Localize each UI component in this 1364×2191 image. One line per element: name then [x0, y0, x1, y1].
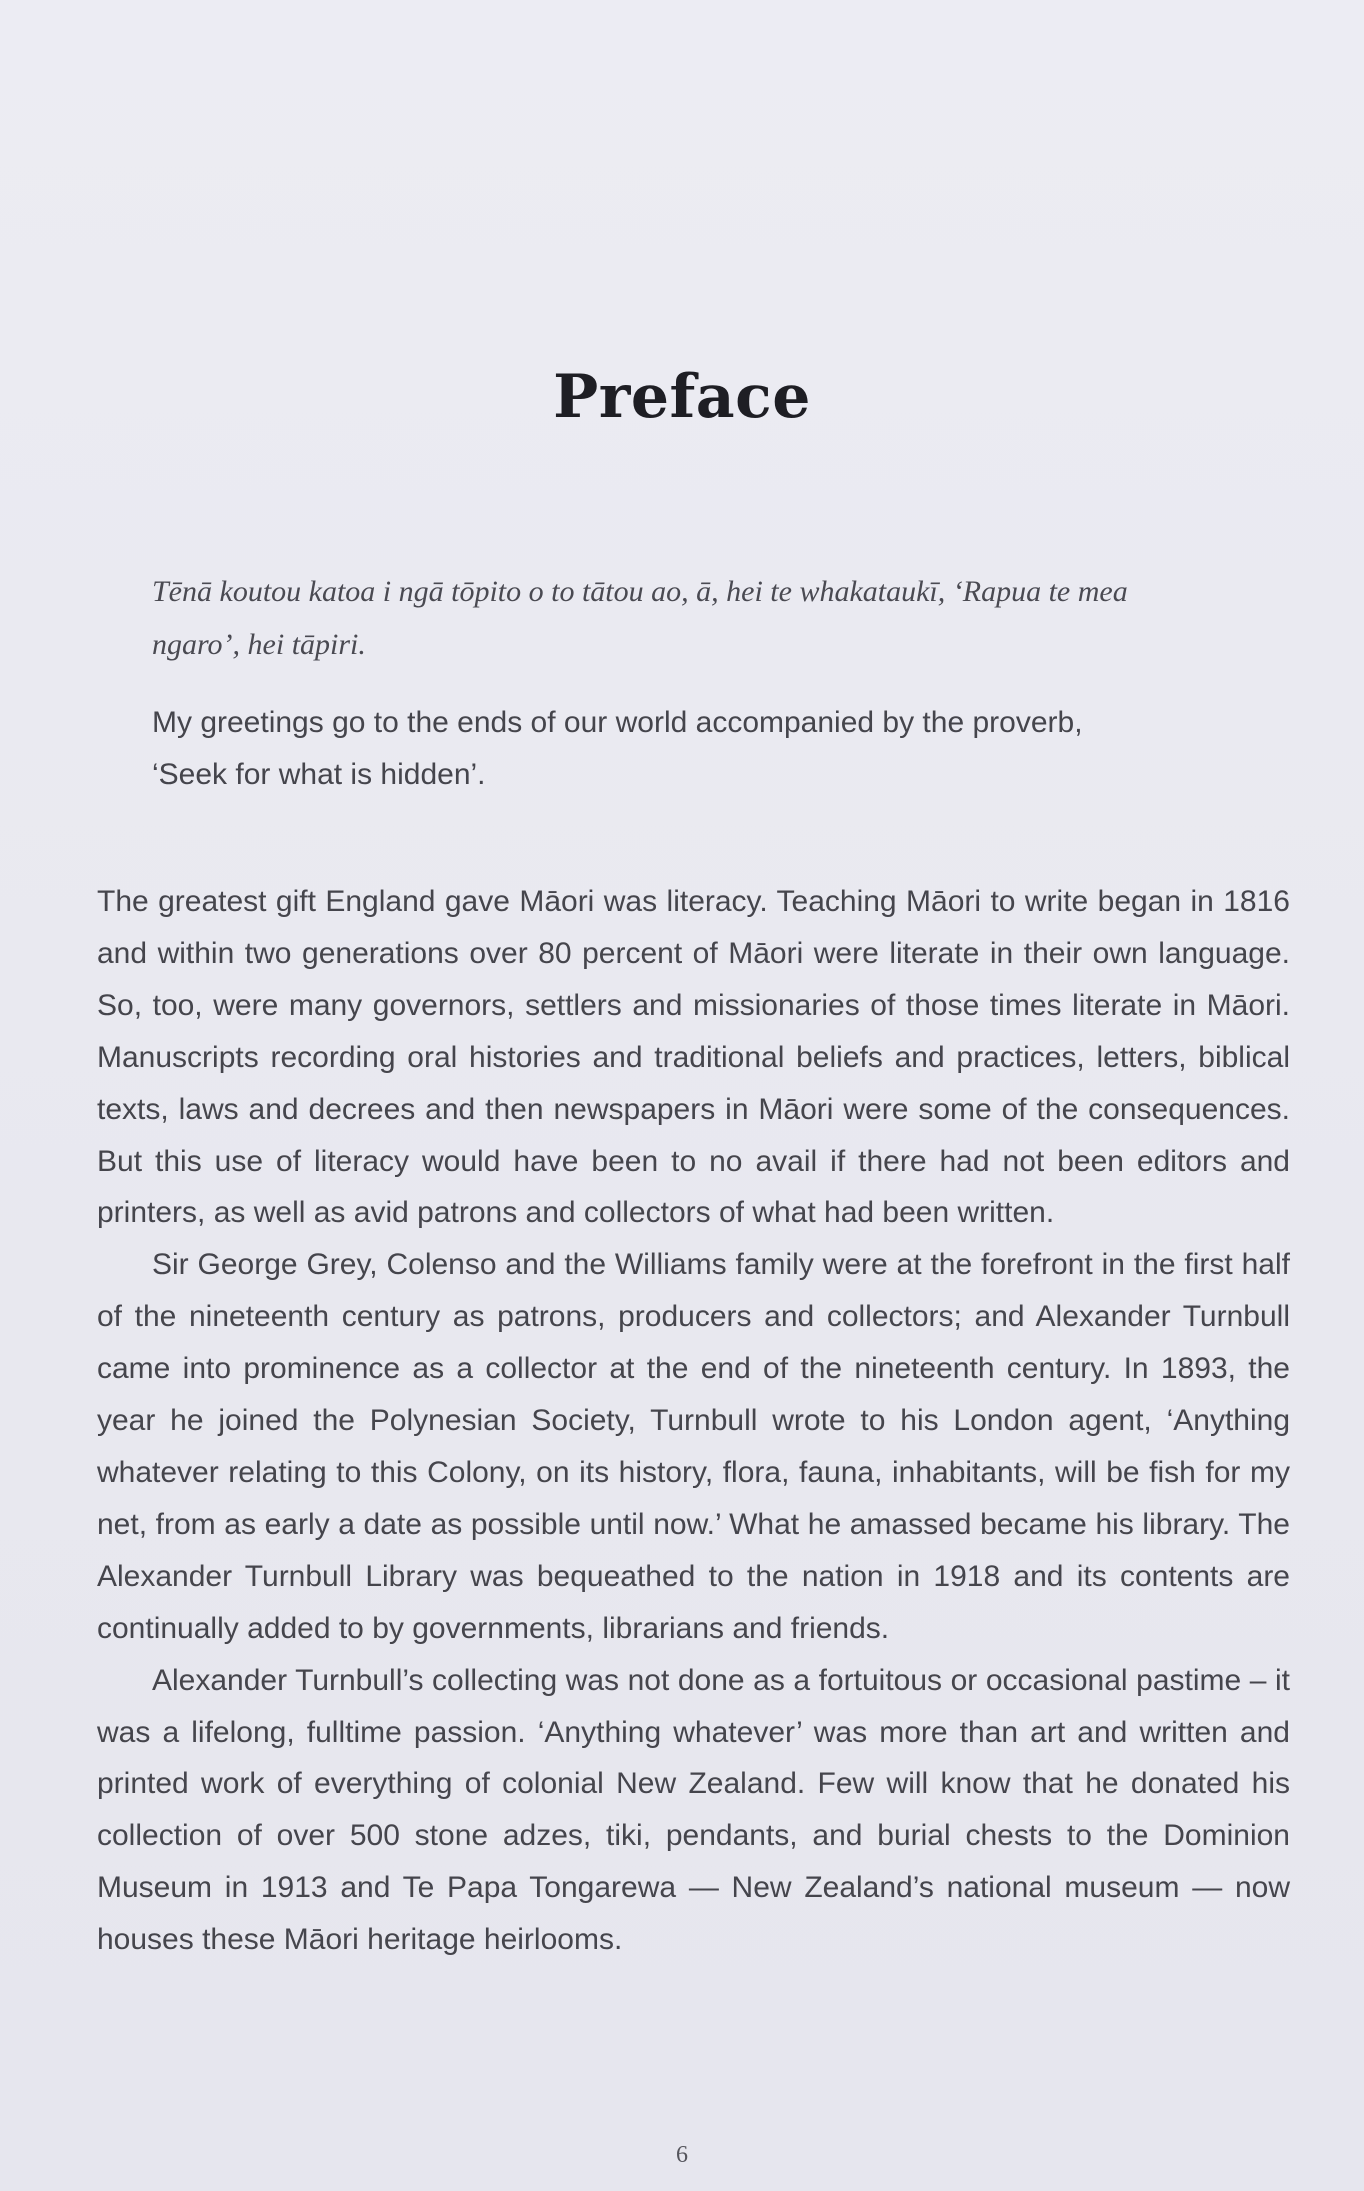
- paragraph: The greatest gift England gave Māori was literacy. Teaching Māori to write began in 1816 and within two generations over 80 percent of Māori were literate in their own language. So, too, were many governors, settlers and missionaries of those times literate in Māori. Manuscripts recording oral histories and traditional beliefs and practices, letters, biblical texts, laws and decrees and then newspapers in Māori were some of the consequences. But this use of literacy would have been to no avail if there had not been editors and printers, as well as avid patrons and collectors of what had been written.: [97, 885, 1290, 1230]
- page-number: 6: [676, 2142, 688, 2168]
- paragraph: Alexander Turnbull’s collecting was not done as a fortuitous or occasional pastime – it was a lifelong, fulltime passion. ‘Anything whatever’ was more than art and written and printed work of everything of colonial New Zealand. Few will know that he donated his collection of over 500 stone adzes, tiki, pendants, and burial chests to the Dominion Museum in 1913 and Te Papa Tongarewa — New Zealand’s national museum — now houses these Māori heritage heirlooms.: [97, 1663, 1290, 1957]
- maori-proverb: Tēnā koutou katoa i ngā tōpito o to tātou ao, ā, hei te whakataukī, ‘Rapua te mea ngaro’, hei tāpiri.: [152, 575, 1128, 661]
- paragraph: Sir George Grey, Colenso and the Williams family were at the forefront in the first half of the nineteenth century as patrons, producers and collectors; and Alexander Turnbull came into prominence as a collector at the end of the nineteenth century. In 1893, the year he joined the Polynesian Society, Turnbull wrote to his London agent, ‘Anything whatever relating to this Colony, on its history, flora, fauna, inhabitants, will be fish for my net, from as early a date as possible until now.’ What he amassed became his library. The Alexander Turnbull Library was bequeathed to the nation in 1918 and its contents are continually added to by governments, librarians and friends.: [97, 1248, 1290, 1645]
- page-title: Preface: [553, 362, 811, 432]
- proverb-translation: My greetings go to the ends of our world accompanied by the proverb, ‘Seek for what is hidden’.: [152, 706, 1083, 791]
- preface-body: [97, 876, 1290, 1966]
